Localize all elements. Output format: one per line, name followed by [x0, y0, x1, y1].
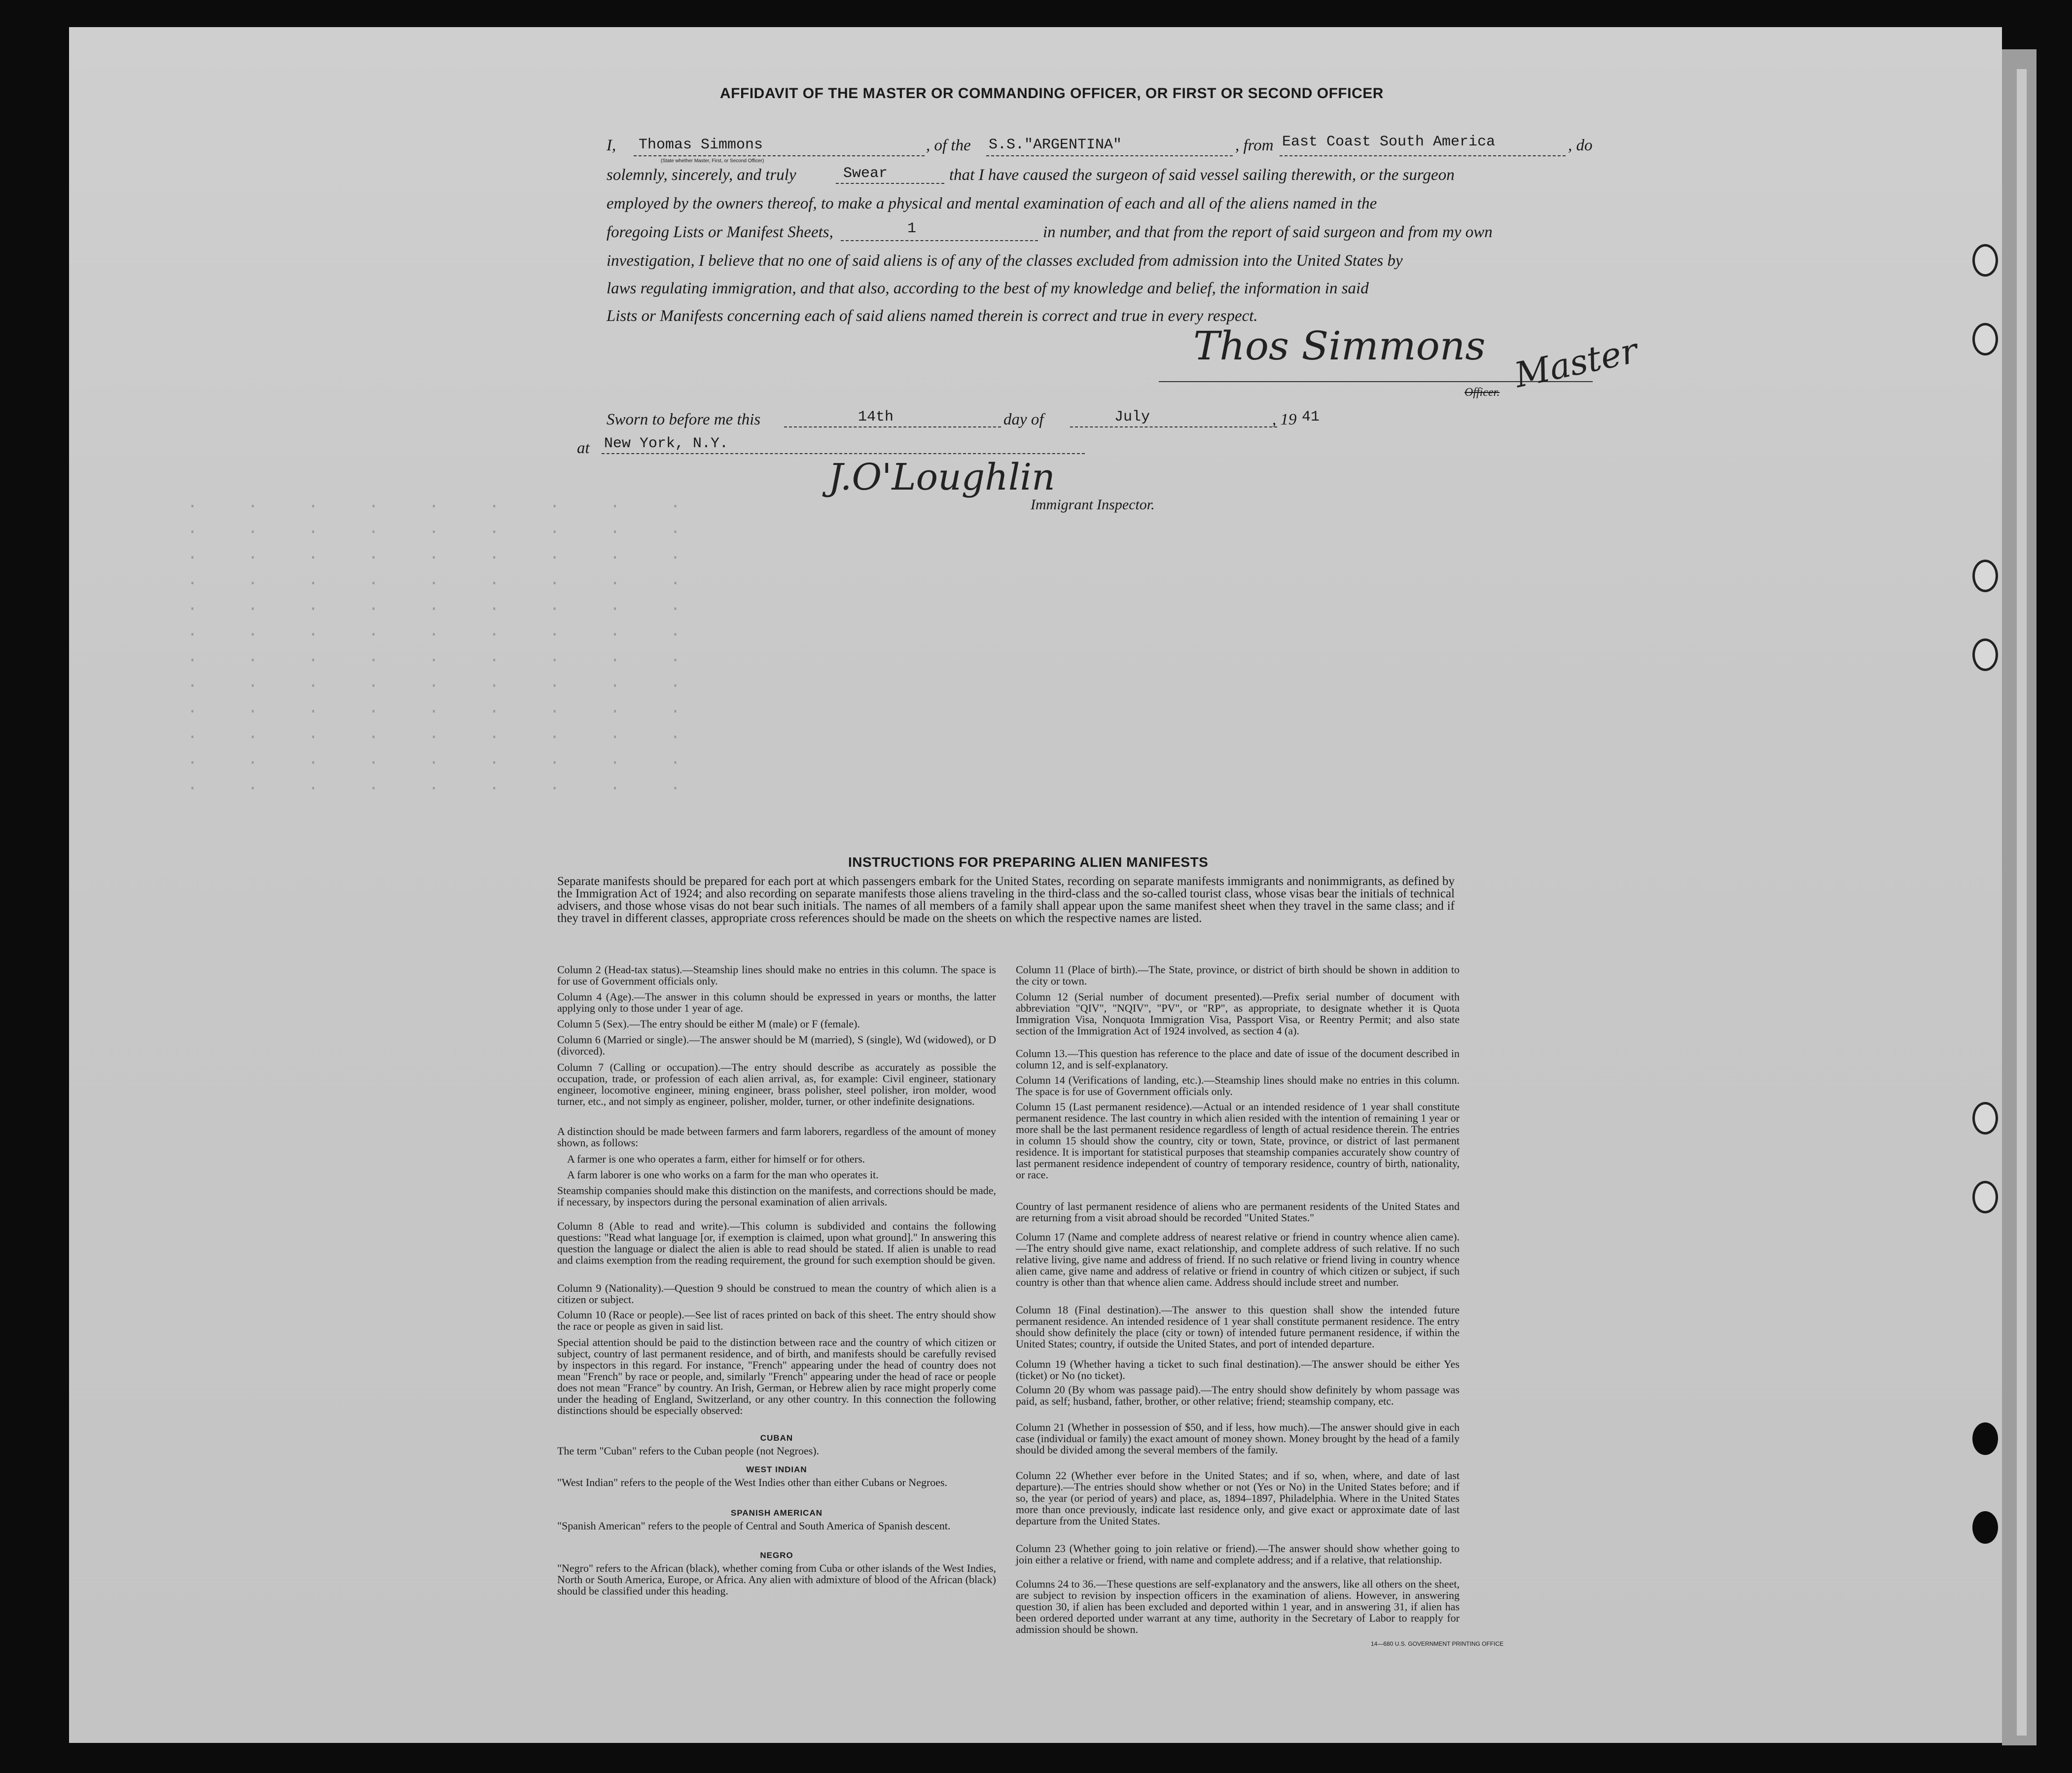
sworn-year-prefix: , 19 [1272, 411, 1297, 428]
west-indian-heading: WEST INDIAN [746, 1465, 807, 1474]
affidavit-of-the: , of the [926, 137, 971, 154]
punch-hole [1972, 560, 1998, 592]
affidavit-title: AFFIDAVIT OF THE MASTER OR COMMANDING OFFICER, OR FIRST OR SECOND OFFICER [720, 85, 1384, 102]
right-para-14: Columns 24 to 36.—These questions are self-explanatory and the answers, like all others on the sheet, are subject to revision by inspection officers in the examination of aliens. However, in answering question 30, if alien has been excluded and deported within 1 year, and in answering 31, if alien has been ordered deported under warrant at any time, authority in the Secretary of Labor to reapply for admission should be shown. [1016, 1578, 1460, 1635]
left-para-8: A farm laborer is one who works on a farm for the man who operates it. [567, 1169, 879, 1181]
affidavit-i: I, [607, 137, 616, 154]
affidavit-line2a: solemnly, sincerely, and truly [607, 166, 796, 184]
sheet-count: 1 [907, 220, 917, 237]
right-para-13: Column 23 (Whether going to join relative or friend).—The answer should show whether going to join either a relative or friend, with name and complete address; and if a relative, that relationship. [1016, 1542, 1460, 1566]
left-para-3: Column 5 (Sex).—The entry should be either M (male) or F (female). [557, 1018, 860, 1030]
spanish-american-text: "Spanish American" refers to the people of Central and South America of Spanish descent. [557, 1520, 951, 1532]
spanish-american-heading: SPANISH AMERICAN [730, 1508, 822, 1518]
sheets-underline [841, 240, 1038, 241]
right-para-7: Column 17 (Name and complete address of nearest relative or friend in country whence alien came).—The entry should give name, exact relationship, and complete address of such relative. If no such relative living, give name and address of friend. If no such relative or friend living in country whence alien came, give name and address of relative or friend in country of which citizen or subject, if such country is other than that whence alien came. Address should include street and number. [1016, 1231, 1460, 1288]
oath-word: Swear [843, 165, 888, 182]
instructions-intro: Separate manifests should be prepared for each port at which passengers embark for the United States, recording on separate manifests immigrants and nonimmigrants, as defined by the Immigration Act of 1924; and also recording on separate manifests those aliens traveling in the third-class and the so-called tourist class, whose visas bear the initials of technical advisers, and those whose visas do not bear such initials. The names of all members of a family shall appear upon the same manifest sheet when they travel in the same class; and if they travel in different classes, appropriate cross references should be made on the sheets on which the respective names are listed. [557, 875, 1455, 925]
affidavit-line4b: in number, and that from the report of said surgeon and from my own [1043, 223, 1493, 241]
cuban-heading: CUBAN [760, 1433, 793, 1443]
right-para-4: Column 14 (Verifications of landing, etc.).—Steamship lines should make no entries in this column. The space is for use of Government officials only. [1016, 1074, 1460, 1098]
from-underline [1280, 155, 1566, 156]
affidavit-do: , do [1568, 137, 1593, 154]
instructions-title: INSTRUCTIONS FOR PREPARING ALIEN MANIFESTS [848, 854, 1209, 870]
sworn-month: July [1114, 409, 1150, 426]
punch-hole [1972, 1422, 1998, 1455]
ship-name: S.S."ARGENTINA" [989, 137, 1122, 153]
right-para-11: Column 21 (Whether in possession of $50, and if less, how much).—The answer should give in each case (individual or family) the exact amount of money shown. Money brought by the head of a family should be divided among the several members of the family. [1016, 1421, 1460, 1456]
affidavit-line2b: that I have caused the surgeon of said vessel sailing therewith, or the surgeon [949, 166, 1455, 184]
right-para-5: Column 15 (Last permanent residence).—Actual or an intended residence of 1 year shall constitute permanent residence. The last country in which alien resided with the intention of remaining 1 year or more shall be the last permanent residence regardless of length of actual residence therein. The entries in column 15 should show the country, city or town, State, province, or district of last permanent residence. It is important for statistical purposes that steamship companies accurately show country of last permanent residence independent of country of temporary residence, country of birth, nationality, or race. [1016, 1100, 1460, 1181]
left-para-12: Column 10 (Race or people).—See list of races printed on back of this sheet. The entry should show the race or people as given in said list. [557, 1309, 996, 1332]
affidavit-line3: employed by the owners thereof, to make a physical and mental examination of each and all of the aliens named in the [607, 195, 1377, 213]
officer-struck: Officer. [1465, 386, 1500, 399]
punch-hole [1972, 323, 1998, 355]
right-para-12: Column 22 (Whether ever before in the United States; and if so, when, where, and date of last departure).—The entries should show whether or not (Yes or No) in the United States before; and if so, the year (or period of years) and place, as, 1894–1897, Philadelphia. Where in the United States more than once previously, indicate last residence only, and give exact or approximate date of last departure from the United States. [1016, 1469, 1460, 1527]
right-para-2: Column 12 (Serial number of document presented).—Prefix serial number of document with abbreviation "QIV", "NQIV", "PV", or "RP", as appropriate, to designate whether it is Quota Immigration Visa, Nonquota Immigration Visa, Passport Visa, or Reentry Permit; and also state section of the Immigration Act of 1924 involved, as section 4 (a). [1016, 991, 1460, 1037]
affidavit-line4a: foregoing Lists or Manifest Sheets, [607, 223, 833, 241]
sworn-at: at [577, 439, 590, 457]
left-para-10: Column 8 (Able to read and write).—This column is subdivided and contains the following questions: "Read what language [or, if exemption is claimed, upon what ground]." In answering this question the language or dialect the alien is able to read should be stated. If alien is unable to read and claims exemption from the reading requirement, the ground for such exemption should be given. [557, 1220, 996, 1266]
right-para-1: Column 11 (Place of birth).—The State, province, or district of birth should be shown in addition to the city or town. [1016, 963, 1460, 987]
oath-underline [836, 183, 944, 184]
negro-heading: NEGRO [760, 1551, 793, 1560]
left-para-13: Special attention should be paid to the distinction between race and the country of which citizen or subject, country of last permanent residence, and of birth, and manifests should be carefully revised by inspectors in this regard. For instance, "French" appearing under the head of country does not mean "French" by race or people, and, similarly "French" appearing under the head of race or people does not mean "France" by country. An Irish, German, or Hebrew alien by race might properly come under the heading of England, Switzerland, or any other country. In this connection the following distinctions should be especially observed: [557, 1336, 996, 1417]
right-para-6: Country of last permanent residence of aliens who are permanent residents of the United States and are returning from a visit abroad should be recorded "United States." [1016, 1200, 1460, 1224]
left-para-9: Steamship companies should make this distinction on the manifests, and corrections should be made, if necessary, by inspectors during the personal examination of alien arrivals. [557, 1184, 996, 1208]
right-para-9: Column 19 (Whether having a ticket to such final destination).—The answer should be either Yes (ticket) or No (no ticket). [1016, 1358, 1460, 1382]
printing-office-footer: 14—680 U.S. GOVERNMENT PRINTING OFFICE [1371, 1640, 1504, 1647]
left-para-1: Column 2 (Head-tax status).—Steamship lines should make no entries in this column. The space is for use of Government officials only. [557, 963, 996, 987]
name-note: (State whether Master, First, or Second Officer) [661, 158, 764, 164]
manifest-page [69, 27, 2002, 1743]
affidavit-from: , from [1235, 137, 1274, 154]
punch-hole [1972, 638, 1998, 671]
right-para-8: Column 18 (Final destination).—The answer to this question shall show the intended future permanent residence. An intended residence of 1 year shall constitute permanent residence. The entry should show definitely the place (city or town) of intended future permanent residence, if within the United States; country, if outside the United States, and port of intended departure. [1016, 1304, 1460, 1350]
left-para-4: Column 6 (Married or single).—The answer should be M (married), S (single), Wd (widowed), or D (divorced). [557, 1033, 996, 1057]
sworn-year: 41 [1302, 409, 1320, 426]
affidavit-line5: investigation, I believe that no one of said aliens is of any of the classes excluded from admission into the United States by [607, 252, 1403, 270]
departure-region: East Coast South America [1282, 134, 1496, 150]
left-para-7: A farmer is one who operates a farm, either for himself or for others. [567, 1153, 865, 1165]
negro-text: "Negro" refers to the African (black), whether coming from Cuba or other islands of the West Indies, North or South America, Europe, or Africa. Any alien with admixture of blood of the African (black) should be classified under this heading. [557, 1562, 996, 1597]
sworn-place: New York, N.Y. [604, 435, 729, 452]
place-underline [602, 453, 1085, 454]
month-underline [1070, 426, 1277, 427]
punch-hole [1972, 1102, 1998, 1135]
master-name: Thomas Simmons [639, 137, 763, 153]
right-para-3: Column 13.—This question has reference to the place and date of issue of the document described in column 12, and is self-explanatory. [1016, 1047, 1460, 1071]
west-indian-text: "West Indian" refers to the people of the West Indies other than either Cubans or Negroes. [557, 1476, 948, 1489]
punch-hole [1972, 1511, 1998, 1544]
inspector-title: Immigrant Inspector. [1031, 496, 1155, 513]
left-para-11: Column 9 (Nationality).—Question 9 should be construed to mean the country of which alien is a citizen or subject. [557, 1282, 996, 1306]
cuban-text: The term "Cuban" refers to the Cuban people (not Negroes). [557, 1445, 820, 1457]
affidavit-line6: laws regulating immigration, and that also, according to the best of my knowledge and belief, the information in said [607, 280, 1369, 297]
affidavit-line7: Lists or Manifests concerning each of said aliens named therein is correct and true in every respect. [607, 307, 1258, 325]
officer-title: Master [1511, 330, 1642, 396]
sworn-label: Sworn to before me this [607, 411, 761, 428]
master-signature: Thos Simmons [1193, 323, 1486, 369]
punch-hole [1972, 244, 1998, 277]
right-para-10: Column 20 (By whom was passage paid).—The entry should show definitely by whom passage was paid, as self; husband, father, brother, or other relative; friend; steamship company, etc. [1016, 1383, 1460, 1407]
punch-hole [1972, 1181, 1998, 1213]
inspector-signature: J.O'Loughlin [828, 456, 1055, 498]
left-para-5: Column 7 (Calling or occupation).—The entry should describe as accurately as possible the occupation, trade, or profession of each alien arrival, as, for example: Civil engineer, stationary engineer, locomotive engineer, mining engineer, brass polisher, steel polisher, iron molder, wood turner, etc., and not simply as engineer, polisher, molder, turner, or other indefinite designations. [557, 1061, 996, 1107]
day-underline [784, 426, 1001, 427]
name-underline [634, 155, 925, 156]
bleed-through-dots: · · · · · · · · · · · · · · · · · · · · · · · · · · · · · · · · · · · · · · · · · · · · · · · · · · · · · · · · · · · · · · · · · · · · · · · · · · · · · · · · · · · · · · · · · · · · · · · · · · · · · · · · · · · · [187, 497, 680, 798]
left-para-6: A distinction should be made between farmers and farm laborers, regardless of the amount of money shown, as follows: [557, 1125, 996, 1149]
ship-underline [986, 155, 1233, 156]
sworn-day-of: day of [1003, 411, 1044, 428]
sworn-day: 14th [858, 409, 894, 426]
left-para-2: Column 4 (Age).—The answer in this column should be expressed in years or months, the latter applying only to those under 1 year of age. [557, 991, 996, 1014]
page-edge-strip-inner [2017, 69, 2027, 1736]
